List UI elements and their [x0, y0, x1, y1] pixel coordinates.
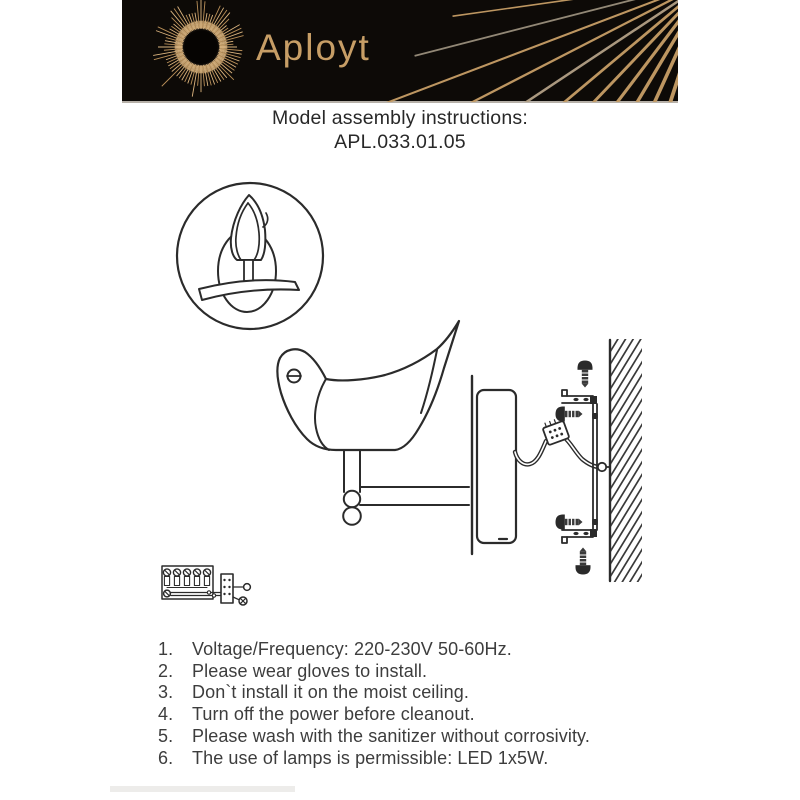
gold-rays-icon: [338, 0, 678, 102]
bird-head-front: [231, 195, 266, 260]
screw-icon-bottom: [576, 548, 591, 575]
terminal-block-wiring-diagram: [162, 566, 250, 605]
mounting-post: [343, 450, 361, 525]
starburst-icon: [153, 0, 243, 97]
header-band: [122, 0, 678, 103]
wall-hatching: [610, 298, 643, 640]
screw-icon-upper-side: [556, 407, 583, 422]
perch-bar-front: [199, 280, 299, 300]
instruction-item: [0, 704, 800, 726]
instruction-item: [0, 639, 800, 661]
footer-artifact: [110, 786, 295, 792]
front-view-detail-circle: [177, 183, 323, 329]
instruction-list: [0, 639, 800, 769]
page-title: Model assembly instructions:: [272, 107, 528, 129]
item-number: 4.: [158, 704, 174, 725]
instruction-item: [0, 748, 800, 770]
item-number: 5.: [158, 725, 174, 746]
item-number: 1.: [158, 639, 174, 659]
brand-logo-text: Aployt: [256, 27, 371, 68]
item-text: Turn off the power before cleanout.: [192, 704, 475, 725]
model-code: APL.033.01.05: [334, 131, 466, 153]
assembly-diagram: [140, 160, 660, 640]
mounting-arm: [360, 487, 469, 505]
bird-figure: [277, 321, 459, 450]
item-number: 6.: [158, 747, 174, 768]
item-number: 3.: [158, 682, 174, 703]
wall-anchor: [598, 463, 609, 471]
screw-icon-lower-side: [556, 515, 583, 530]
item-text: Please wash with the sanitizer without corrosivity.: [192, 725, 590, 746]
instruction-item: [0, 682, 800, 704]
item-text: Voltage/Frequency: 220-230V 50-60Hz.: [192, 639, 512, 659]
screw-icon-top: [578, 361, 593, 388]
wall-section: [610, 298, 643, 640]
terminal-screws: [163, 569, 210, 586]
lamp-symbol: [244, 584, 251, 591]
item-text: Don`t install it on the moist ceiling.: [192, 682, 469, 703]
item-text: Please wear gloves to install.: [192, 660, 428, 681]
header-decorations: [122, 0, 678, 102]
instruction-item: [0, 661, 800, 683]
item-text: The use of lamps is permissible: LED 1x5W.: [192, 747, 549, 768]
item-number: 2.: [158, 660, 174, 681]
canopy-backplate: [472, 376, 516, 554]
instruction-item: [0, 726, 800, 748]
stem-front: [244, 260, 253, 281]
